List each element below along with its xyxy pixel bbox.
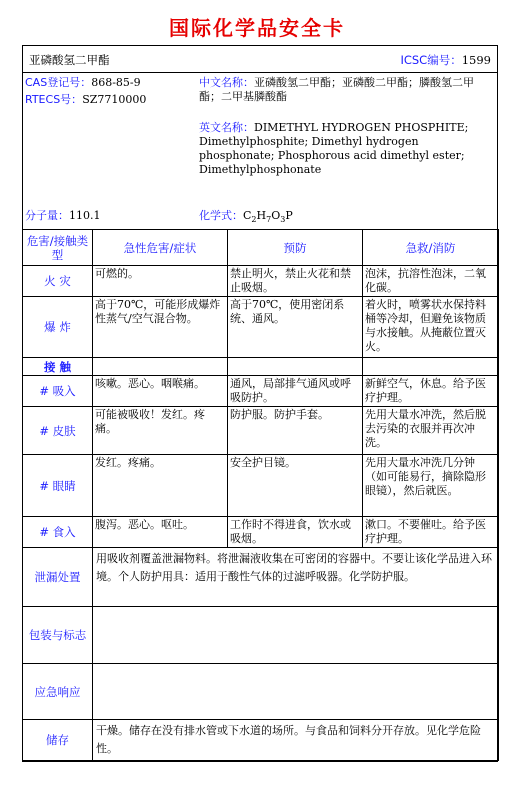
cell-prevention: 工作时不得进食，饮水或吸烟。 <box>228 517 363 548</box>
cell-leak-handling: 用吸收剂覆盖泄漏物料。将泄漏液收集在可密闭的容器中。不要让该化学品进入环境。个人防护用具：适用于酸性气体的过滤呼吸器。化学防护服。 <box>93 548 499 607</box>
row-type-storage: 储存 <box>23 720 93 761</box>
table-row <box>23 548 499 607</box>
table-header-row <box>23 230 499 266</box>
row-type-emergency: 应急响应 <box>23 664 93 720</box>
table-row <box>23 455 499 517</box>
english-names <box>199 121 495 177</box>
chinese-names <box>199 76 495 104</box>
row-type-leak: 泄漏处置 <box>23 548 93 607</box>
chemical-name: 亚磷酸氢二甲酯 <box>29 53 110 67</box>
cell-hazard: 可燃的。 <box>93 266 228 297</box>
cas-value: 868-85-9 <box>91 76 141 89</box>
col-header-prevention: 预防 <box>228 230 363 266</box>
row-type-exposure: 接 触 <box>23 358 93 376</box>
cell-first-aid: 泡沫，抗溶性泡沫，二氧化碳。 <box>363 266 499 297</box>
cn-label: 中文名称： <box>199 76 254 89</box>
cell-hazard: 腹泻。恶心。呕吐。 <box>93 517 228 548</box>
cell-prevention <box>228 358 363 376</box>
cell-first-aid: 新鲜空气，休息。给予医疗护理。 <box>363 376 499 407</box>
col-header-hazard: 急性危害/症状 <box>93 230 228 266</box>
icsc-label: ICSC编号： <box>400 53 462 67</box>
row-type-skin: # 皮肤 <box>23 407 93 455</box>
en-label: 英文名称： <box>199 121 254 134</box>
row-type-ingestion: # 食入 <box>23 517 93 548</box>
cell-hazard: 发红。疼痛。 <box>93 455 228 517</box>
cell-hazard: 高于70℃，可能形成爆炸性蒸气/空气混合物。 <box>93 297 228 358</box>
table-row <box>23 297 499 358</box>
cell-storage: 干燥。储存在没有排水管或下水道的场所。与食品和饲料分开存放。见化学危险性。 <box>93 720 499 761</box>
row-type-inhalation: # 吸入 <box>23 376 93 407</box>
cell-prevention: 高于70℃，使用密闭系统、通风。 <box>228 297 363 358</box>
cell-prevention: 禁止明火，禁止火花和禁止吸烟。 <box>228 266 363 297</box>
rtecs-label: RTECS号： <box>25 93 83 106</box>
table-row <box>23 376 499 407</box>
table-row <box>23 358 499 376</box>
cell-hazard <box>93 358 228 376</box>
row-type-eyes: # 眼睛 <box>23 455 93 517</box>
table-row <box>23 407 499 455</box>
table-row <box>23 517 499 548</box>
icsc-value: 1599 <box>461 53 491 67</box>
cell-first-aid: 先用大量水冲洗，然后脱去污染的衣服并再次冲洗。 <box>363 407 499 455</box>
cas-number <box>25 76 141 90</box>
mw-label: 分子量： <box>25 209 69 222</box>
table-row <box>23 664 499 720</box>
cell-first-aid <box>363 358 499 376</box>
cell-prevention: 防护服。防护手套。 <box>228 407 363 455</box>
card-header <box>22 45 498 73</box>
formula-label: 化学式： <box>199 209 243 222</box>
page-title: 国际化学品安全卡 <box>169 16 345 40</box>
col-header-first-aid: 急救/消防 <box>363 230 499 266</box>
cas-label: CAS登记号： <box>25 76 92 89</box>
cell-hazard: 咳嗽。恶心。咽喉痛。 <box>93 376 228 407</box>
cell-emergency <box>93 664 499 720</box>
cell-prevention: 安全护目镜。 <box>228 455 363 517</box>
col-header-type: 危害/接触类型 <box>23 230 93 266</box>
mw-value: 110.1 <box>69 209 101 222</box>
en-value: DIMETHYL HYDROGEN PHOSPHITE; Dimethylphosphite; Dimethyl hydrogen phosphonate; Phosphorous acid dimethyl ester; Dimethylphosphonate <box>199 121 469 176</box>
rtecs-value: SZ7710000 <box>82 93 147 106</box>
cell-packaging <box>93 607 499 664</box>
row-type-fire: 火 灾 <box>23 266 93 297</box>
row-type-explosion: 爆 炸 <box>23 297 93 358</box>
icsc-number <box>400 52 491 68</box>
identification-section <box>22 73 498 229</box>
table-row <box>23 607 499 664</box>
cn-value: 亚磷酸氢二甲酯；亚磷酸二甲酯；膦酸氢二甲酯；二甲基膦酸酯 <box>199 76 474 103</box>
cell-first-aid: 漱口。不要催吐。给予医疗护理。 <box>363 517 499 548</box>
formula-value: $C_2H_7O_3P$ <box>243 209 293 225</box>
table-row <box>23 720 499 761</box>
cell-first-aid: 先用大量水冲洗几分钟（如可能易行，摘除隐形眼镜），然后就医。 <box>363 455 499 517</box>
rtecs-number <box>25 93 146 107</box>
cell-hazard: 可能被吸收！发红。疼痛。 <box>93 407 228 455</box>
row-type-packaging: 包装与标志 <box>23 607 93 664</box>
cell-first-aid: 着火时，喷雾状水保持料桶等冷却，但避免该物质与水接触。从掩蔽位置灭火。 <box>363 297 499 358</box>
molecular-weight <box>25 209 101 223</box>
hazard-table <box>22 229 499 761</box>
chemical-formula <box>199 209 293 227</box>
table-row <box>23 266 499 297</box>
cell-prevention: 通风，局部排气通风或呼吸防护。 <box>228 376 363 407</box>
